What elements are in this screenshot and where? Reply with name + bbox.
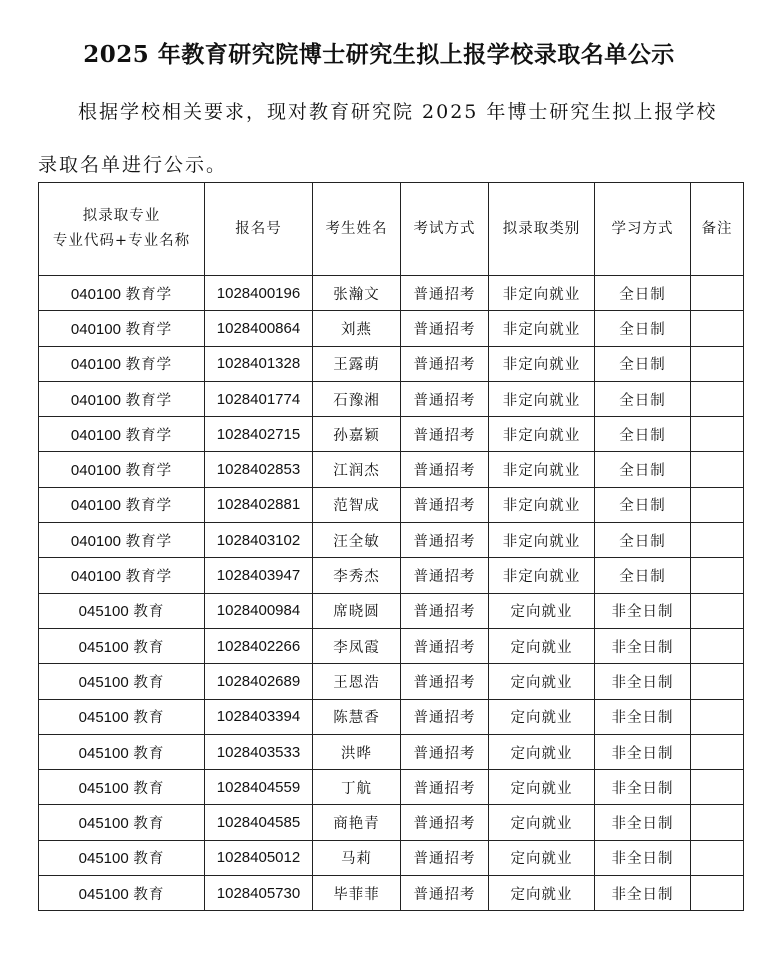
table-row bbox=[39, 276, 744, 311]
cell-name: 丁航 bbox=[313, 770, 401, 805]
cell-exam-mode: 普通招考 bbox=[401, 311, 489, 346]
cell-category: 非定向就业 bbox=[489, 452, 595, 487]
cell-name: 席晓圆 bbox=[313, 593, 401, 628]
major-name: 教育学 bbox=[125, 569, 173, 586]
cell-name: 孙嘉颖 bbox=[313, 417, 401, 452]
header-major-line1: 拟录取专业 bbox=[82, 208, 161, 224]
major-code: 040100 bbox=[70, 532, 121, 550]
table-row bbox=[39, 523, 744, 558]
cell-name: 张瀚文 bbox=[313, 276, 401, 311]
major-code: 040100 bbox=[70, 391, 121, 409]
major-code: 045100 bbox=[78, 673, 129, 691]
major-code: 045100 bbox=[78, 603, 129, 621]
table-row bbox=[39, 734, 744, 769]
cell-major bbox=[39, 593, 205, 628]
cell-remark bbox=[691, 452, 744, 487]
cell-reg-no: 1028405012 bbox=[205, 840, 313, 875]
cell-study-mode: 非全日制 bbox=[595, 628, 691, 663]
admission-table bbox=[38, 182, 744, 911]
cell-major bbox=[39, 452, 205, 487]
cell-exam-mode: 普通招考 bbox=[401, 840, 489, 875]
table-row bbox=[39, 311, 744, 346]
cell-category: 非定向就业 bbox=[489, 381, 595, 416]
cell-study-mode: 非全日制 bbox=[595, 840, 691, 875]
cell-remark bbox=[691, 840, 744, 875]
cell-exam-mode: 普通招考 bbox=[401, 452, 489, 487]
cell-study-mode: 非全日制 bbox=[595, 593, 691, 628]
cell-remark bbox=[691, 664, 744, 699]
cell-major bbox=[39, 770, 205, 805]
cell-exam-mode: 普通招考 bbox=[401, 346, 489, 381]
table-row bbox=[39, 628, 744, 663]
cell-category: 非定向就业 bbox=[489, 558, 595, 593]
major-code: 045100 bbox=[78, 709, 129, 727]
major-code: 040100 bbox=[70, 285, 121, 303]
cell-study-mode: 非全日制 bbox=[595, 876, 691, 911]
cell-study-mode: 全日制 bbox=[595, 346, 691, 381]
cell-reg-no: 1028403533 bbox=[205, 734, 313, 769]
major-code: 045100 bbox=[78, 779, 129, 797]
cell-reg-no: 1028402715 bbox=[205, 417, 313, 452]
cell-reg-no: 1028404585 bbox=[205, 805, 313, 840]
cell-exam-mode: 普通招考 bbox=[401, 487, 489, 522]
cell-exam-mode: 普通招考 bbox=[401, 805, 489, 840]
cell-category: 定向就业 bbox=[489, 664, 595, 699]
cell-major bbox=[39, 734, 205, 769]
table-row bbox=[39, 593, 744, 628]
cell-reg-no: 1028401328 bbox=[205, 346, 313, 381]
cell-name: 商艳青 bbox=[313, 805, 401, 840]
cell-name: 范智成 bbox=[313, 487, 401, 522]
cell-remark bbox=[691, 593, 744, 628]
header-reg-no: 报名号 bbox=[205, 183, 313, 276]
header-category: 拟录取类别 bbox=[489, 183, 595, 276]
cell-reg-no: 1028400196 bbox=[205, 276, 313, 311]
cell-major bbox=[39, 558, 205, 593]
cell-remark bbox=[691, 805, 744, 840]
cell-major bbox=[39, 664, 205, 699]
major-name: 教育 bbox=[133, 851, 165, 868]
cell-study-mode: 全日制 bbox=[595, 523, 691, 558]
cell-category: 定向就业 bbox=[489, 734, 595, 769]
cell-category: 定向就业 bbox=[489, 628, 595, 663]
table-header-row bbox=[39, 183, 744, 276]
table-row bbox=[39, 699, 744, 734]
major-code: 040100 bbox=[70, 462, 121, 480]
cell-category: 非定向就业 bbox=[489, 311, 595, 346]
header-name: 考生姓名 bbox=[313, 183, 401, 276]
cell-study-mode: 非全日制 bbox=[595, 699, 691, 734]
major-code: 045100 bbox=[78, 744, 129, 762]
table-row bbox=[39, 417, 744, 452]
major-name: 教育学 bbox=[125, 498, 173, 515]
cell-major bbox=[39, 346, 205, 381]
cell-remark bbox=[691, 276, 744, 311]
cell-remark bbox=[691, 770, 744, 805]
cell-category: 非定向就业 bbox=[489, 417, 595, 452]
cell-study-mode: 全日制 bbox=[595, 417, 691, 452]
table-row bbox=[39, 840, 744, 875]
cell-exam-mode: 普通招考 bbox=[401, 593, 489, 628]
header-study-mode: 学习方式 bbox=[595, 183, 691, 276]
cell-reg-no: 1028400864 bbox=[205, 311, 313, 346]
cell-name: 江润杰 bbox=[313, 452, 401, 487]
major-code: 045100 bbox=[78, 638, 129, 656]
cell-name: 石豫湘 bbox=[313, 381, 401, 416]
cell-study-mode: 全日制 bbox=[595, 558, 691, 593]
cell-name: 陈慧香 bbox=[313, 699, 401, 734]
table-row bbox=[39, 770, 744, 805]
cell-major bbox=[39, 876, 205, 911]
major-name: 教育 bbox=[133, 886, 165, 903]
cell-reg-no: 1028400984 bbox=[205, 593, 313, 628]
cell-exam-mode: 普通招考 bbox=[401, 628, 489, 663]
cell-category: 定向就业 bbox=[489, 805, 595, 840]
cell-major bbox=[39, 840, 205, 875]
cell-reg-no: 1028404559 bbox=[205, 770, 313, 805]
major-name: 教育 bbox=[133, 604, 165, 621]
cell-category: 非定向就业 bbox=[489, 346, 595, 381]
major-code: 040100 bbox=[70, 356, 121, 374]
cell-exam-mode: 普通招考 bbox=[401, 699, 489, 734]
cell-exam-mode: 普通招考 bbox=[401, 770, 489, 805]
major-name: 教育 bbox=[133, 816, 165, 833]
cell-name: 洪晔 bbox=[313, 734, 401, 769]
cell-exam-mode: 普通招考 bbox=[401, 417, 489, 452]
cell-major bbox=[39, 699, 205, 734]
major-name: 教育学 bbox=[125, 463, 173, 480]
cell-major bbox=[39, 276, 205, 311]
major-code: 045100 bbox=[78, 850, 129, 868]
major-code: 040100 bbox=[70, 568, 121, 586]
major-name: 教育学 bbox=[125, 427, 173, 444]
intro-paragraph: 根据学校相关要求，现对教育研究院 2025 年博士研究生拟上报学校录取名单进行公示。 bbox=[38, 101, 718, 176]
major-name: 教育学 bbox=[125, 533, 173, 550]
cell-remark bbox=[691, 523, 744, 558]
cell-name: 王露萌 bbox=[313, 346, 401, 381]
cell-category: 非定向就业 bbox=[489, 487, 595, 522]
cell-name: 马莉 bbox=[313, 840, 401, 875]
cell-remark bbox=[691, 558, 744, 593]
cell-study-mode: 全日制 bbox=[595, 276, 691, 311]
major-name: 教育 bbox=[133, 639, 165, 656]
cell-name: 李凤霞 bbox=[313, 628, 401, 663]
cell-reg-no: 1028402266 bbox=[205, 628, 313, 663]
table-row bbox=[39, 487, 744, 522]
cell-remark bbox=[691, 876, 744, 911]
cell-remark bbox=[691, 381, 744, 416]
cell-category: 定向就业 bbox=[489, 840, 595, 875]
cell-exam-mode: 普通招考 bbox=[401, 734, 489, 769]
cell-exam-mode: 普通招考 bbox=[401, 276, 489, 311]
cell-remark bbox=[691, 699, 744, 734]
cell-exam-mode: 普通招考 bbox=[401, 523, 489, 558]
cell-exam-mode: 普通招考 bbox=[401, 381, 489, 416]
cell-category: 定向就业 bbox=[489, 770, 595, 805]
header-remark: 备注 bbox=[691, 183, 744, 276]
cell-remark bbox=[691, 417, 744, 452]
cell-study-mode: 非全日制 bbox=[595, 770, 691, 805]
cell-exam-mode: 普通招考 bbox=[401, 876, 489, 911]
cell-category: 非定向就业 bbox=[489, 523, 595, 558]
cell-major bbox=[39, 523, 205, 558]
major-name: 教育学 bbox=[125, 286, 173, 303]
major-code: 045100 bbox=[78, 885, 129, 903]
major-name: 教育学 bbox=[125, 357, 173, 374]
major-code: 040100 bbox=[70, 426, 121, 444]
table-row bbox=[39, 805, 744, 840]
cell-reg-no: 1028405730 bbox=[205, 876, 313, 911]
table-row bbox=[39, 558, 744, 593]
cell-category: 非定向就业 bbox=[489, 276, 595, 311]
page-title: 2025 年教育研究院博士研究生拟上报学校录取名单公示 bbox=[83, 41, 675, 68]
cell-category: 定向就业 bbox=[489, 876, 595, 911]
major-name: 教育 bbox=[133, 780, 165, 797]
cell-study-mode: 全日制 bbox=[595, 452, 691, 487]
major-name: 教育学 bbox=[125, 392, 173, 409]
cell-study-mode: 全日制 bbox=[595, 311, 691, 346]
major-name: 教育学 bbox=[125, 321, 173, 338]
major-code: 045100 bbox=[78, 815, 129, 833]
cell-major bbox=[39, 311, 205, 346]
cell-reg-no: 1028401774 bbox=[205, 381, 313, 416]
cell-study-mode: 全日制 bbox=[595, 381, 691, 416]
major-code: 040100 bbox=[70, 320, 121, 338]
cell-remark bbox=[691, 734, 744, 769]
cell-remark bbox=[691, 628, 744, 663]
cell-name: 李秀杰 bbox=[313, 558, 401, 593]
header-major-line2: 专业代码+专业名称 bbox=[52, 233, 191, 249]
table-row bbox=[39, 346, 744, 381]
major-code: 040100 bbox=[70, 497, 121, 515]
cell-study-mode: 非全日制 bbox=[595, 734, 691, 769]
cell-reg-no: 1028403947 bbox=[205, 558, 313, 593]
cell-major bbox=[39, 381, 205, 416]
cell-reg-no: 1028402853 bbox=[205, 452, 313, 487]
cell-category: 定向就业 bbox=[489, 593, 595, 628]
table-body bbox=[39, 276, 744, 911]
table-row bbox=[39, 664, 744, 699]
cell-name: 刘燕 bbox=[313, 311, 401, 346]
table-row bbox=[39, 452, 744, 487]
cell-name: 毕菲菲 bbox=[313, 876, 401, 911]
cell-study-mode: 全日制 bbox=[595, 487, 691, 522]
cell-major bbox=[39, 805, 205, 840]
cell-remark bbox=[691, 346, 744, 381]
cell-reg-no: 1028403394 bbox=[205, 699, 313, 734]
cell-study-mode: 非全日制 bbox=[595, 805, 691, 840]
cell-exam-mode: 普通招考 bbox=[401, 664, 489, 699]
cell-reg-no: 1028402881 bbox=[205, 487, 313, 522]
cell-reg-no: 1028403102 bbox=[205, 523, 313, 558]
cell-reg-no: 1028402689 bbox=[205, 664, 313, 699]
cell-study-mode: 非全日制 bbox=[595, 664, 691, 699]
cell-name: 汪全敏 bbox=[313, 523, 401, 558]
major-name: 教育 bbox=[133, 710, 165, 727]
cell-remark bbox=[691, 311, 744, 346]
cell-major bbox=[39, 487, 205, 522]
table-row bbox=[39, 381, 744, 416]
table-row bbox=[39, 876, 744, 911]
major-name: 教育 bbox=[133, 674, 165, 691]
header-major bbox=[39, 183, 205, 276]
cell-name: 王恩浩 bbox=[313, 664, 401, 699]
cell-major bbox=[39, 628, 205, 663]
cell-exam-mode: 普通招考 bbox=[401, 558, 489, 593]
header-exam-mode: 考试方式 bbox=[401, 183, 489, 276]
cell-category: 定向就业 bbox=[489, 699, 595, 734]
cell-remark bbox=[691, 487, 744, 522]
major-name: 教育 bbox=[133, 745, 165, 762]
cell-major bbox=[39, 417, 205, 452]
